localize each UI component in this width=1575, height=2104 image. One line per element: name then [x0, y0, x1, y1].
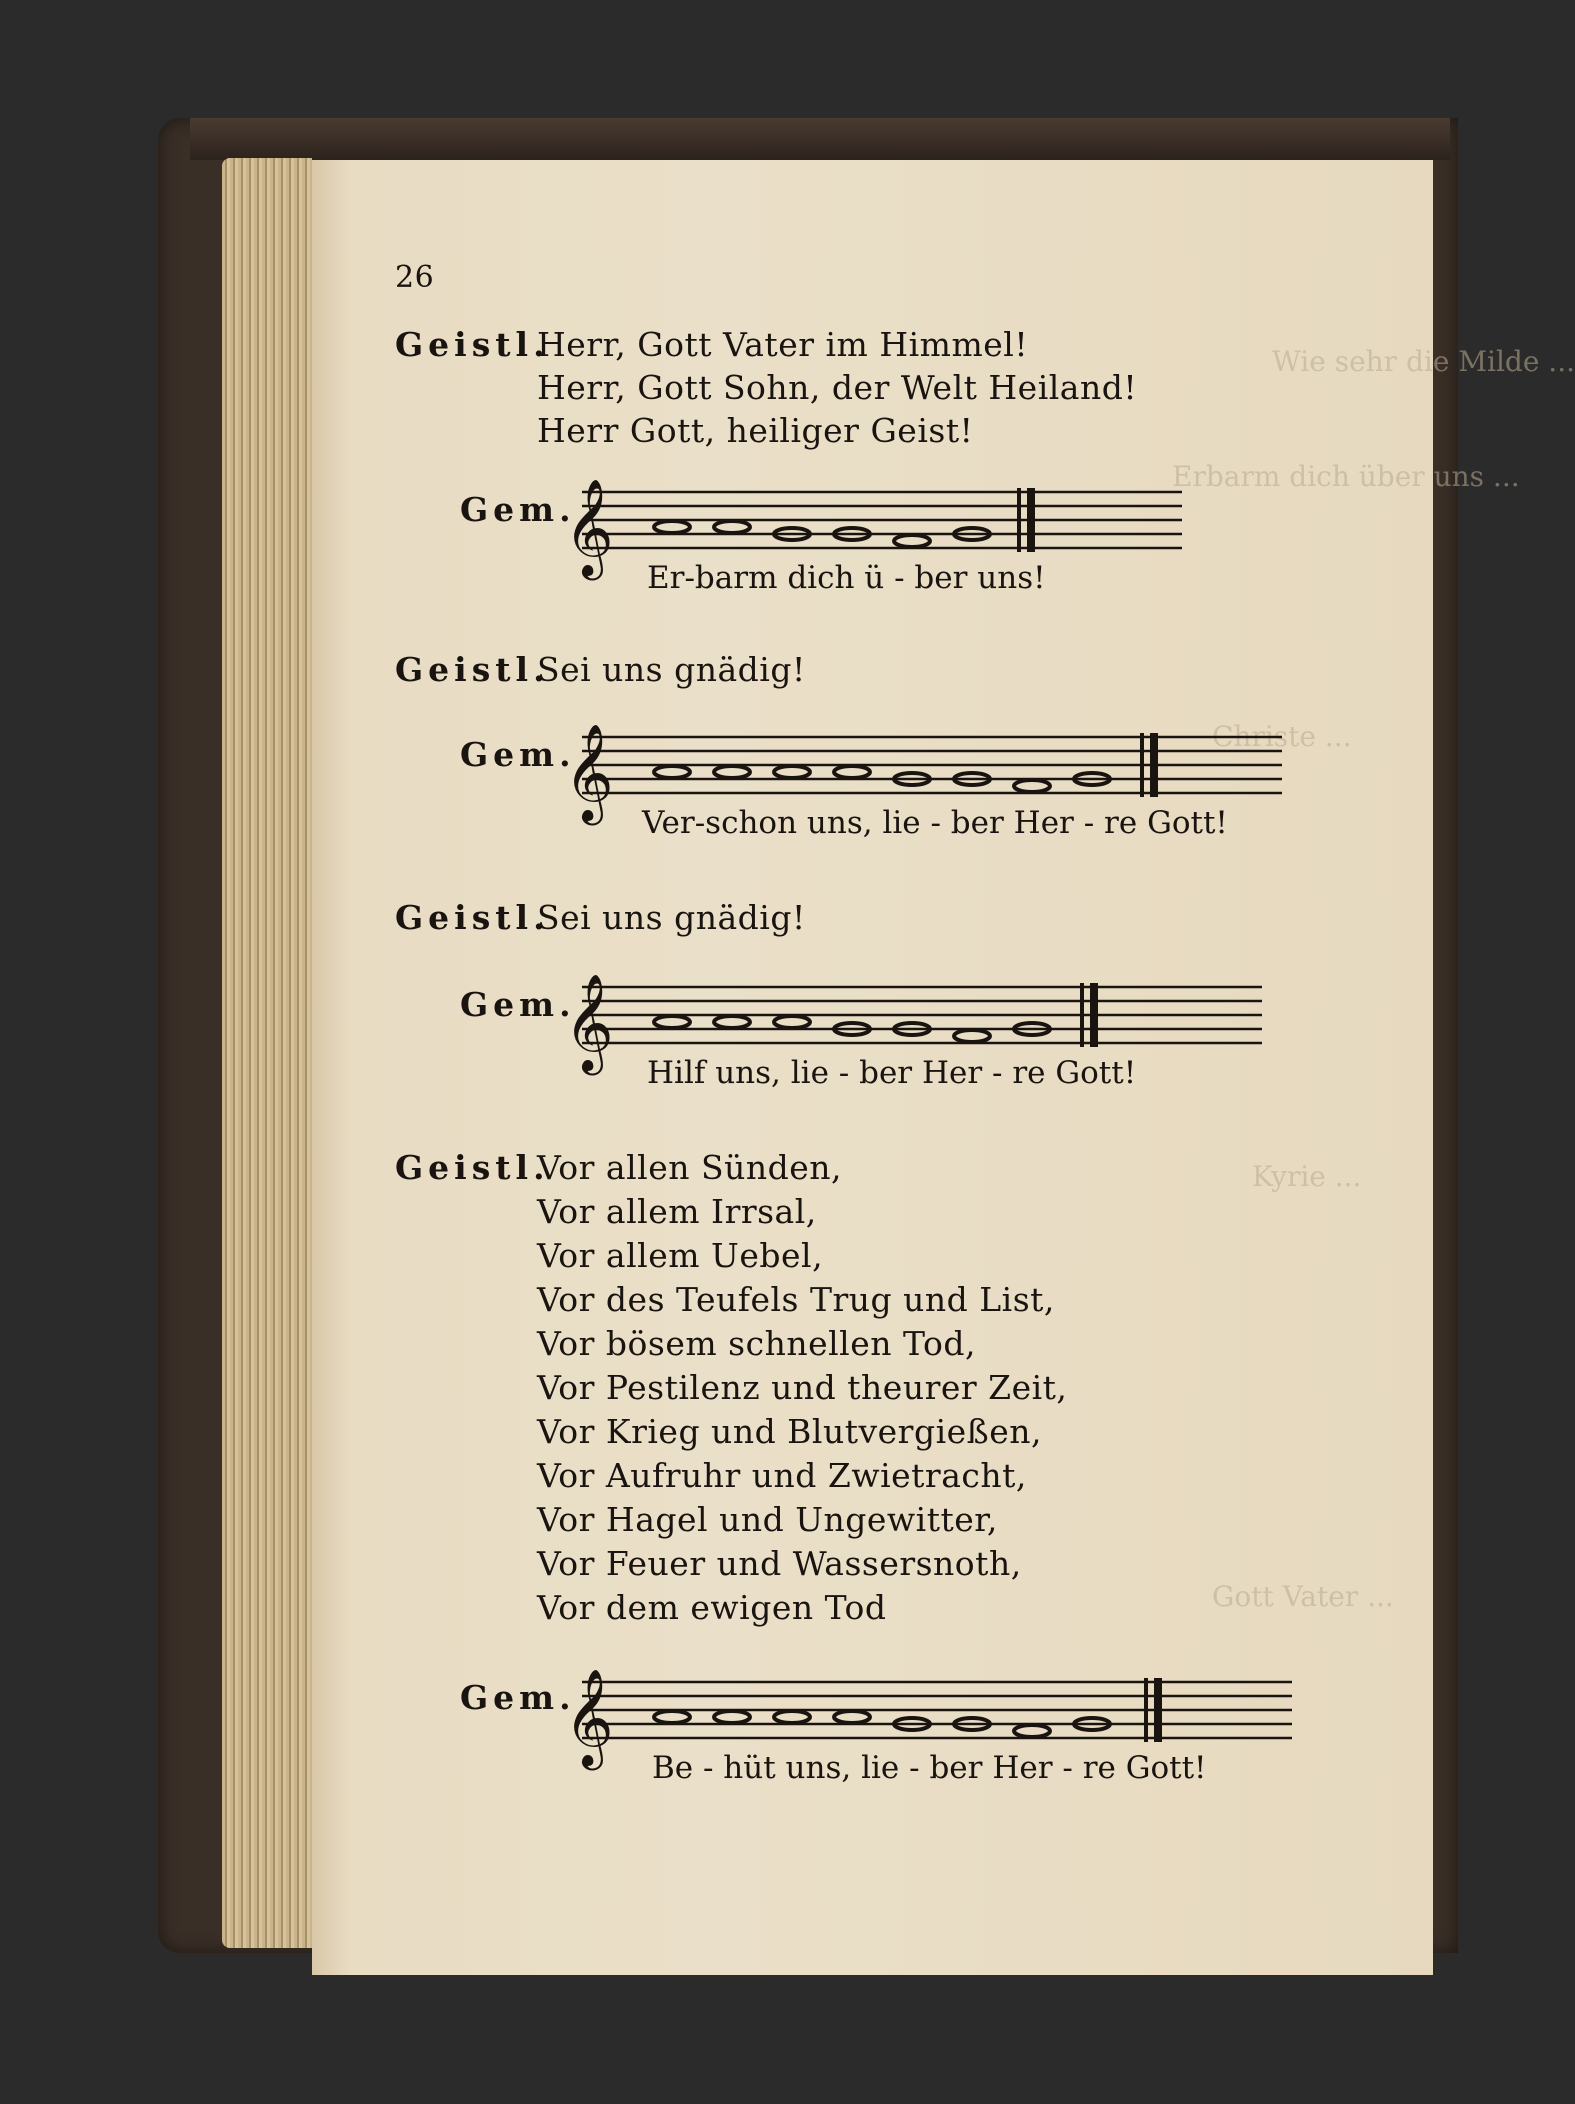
chant-lyric: Ver-schon uns, lie - ber Her - re Gott!: [642, 805, 1228, 841]
text-line: Vor allem Uebel,: [537, 1236, 824, 1275]
svg-text:𝄞: 𝄞: [564, 478, 614, 576]
text-line: Herr, Gott Sohn, der Welt Heiland!: [537, 368, 1138, 407]
speaker-label: Geistl.: [395, 650, 550, 689]
speaker-label: Geistl.: [395, 898, 550, 937]
text-line: Vor Pestilenz und theurer Zeit,: [537, 1368, 1068, 1407]
page-number: 26: [395, 260, 435, 295]
text-line: Vor Krieg und Blutvergießen,: [537, 1412, 1042, 1451]
text-line: Vor Aufruhr und Zwietracht,: [537, 1456, 1027, 1495]
text-line: Vor Hagel und Ungewitter,: [537, 1500, 998, 1539]
page-edges: [222, 158, 312, 1948]
svg-text:𝄞: 𝄞: [564, 1668, 614, 1766]
text-line: Vor allem Irrsal,: [537, 1192, 817, 1231]
speaker-label: Gem.: [460, 735, 576, 774]
text-line: Vor allen Sünden,: [537, 1148, 843, 1187]
svg-text:𝄞: 𝄞: [564, 723, 614, 821]
text-line: Vor Feuer und Wassersnoth,: [537, 1544, 1022, 1583]
svg-text:𝄞: 𝄞: [564, 973, 614, 1071]
text-line: Sei uns gnädig!: [537, 898, 806, 937]
chant-lyric: Be - hüt uns, lie - ber Her - re Gott!: [652, 1750, 1207, 1786]
text-line: Vor bösem schnellen Tod,: [537, 1324, 976, 1363]
text-line: Vor dem ewigen Tod: [537, 1588, 887, 1627]
book-cover-top: [190, 118, 1450, 160]
text-line: Sei uns gnädig!: [537, 650, 806, 689]
speaker-label: Geistl.: [395, 325, 550, 364]
speaker-label: Gem.: [460, 985, 576, 1024]
speaker-label: Gem.: [460, 490, 576, 529]
speaker-label: Gem.: [460, 1678, 576, 1717]
book-page: Wie sehr die Milde ... Erbarm dich über uns ... Christe ... Kyrie ... Gott Vater ... 26 Geistl. Herr, Gott Vater im Himmel! Herr, Gott Sohn, der Welt Heiland! Herr Gott, heiliger Geist! Gem. 𝄞 Er-barm dich ü - ber uns! Geistl. Sei uns gnädig! Gem. 𝄞 Ver-schon uns, lie - ber Her - re Gott! Geistl. Sei uns gnädig! Gem. 𝄞 Hilf uns, lie - ber Her - re Gott! Geistl. Vor allen Sünden, Vor allem Irrsal, Vor allem Uebel, Vor des Teufels Trug und List, Vor bösem schnellen Tod, Vor Pestilenz und theurer Zeit, Vor Krieg und Blutvergießen, Vor Aufruhr und Zwietracht, Vor Hagel und Ungewitter, Vor Feuer und Wassersnoth, Vor dem ewigen Tod Gem. 𝄞 Be - hüt uns, lie - ber Her - re Gott!: [312, 160, 1433, 1975]
text-line: Herr Gott, heiliger Geist!: [537, 411, 974, 450]
chant-lyric: Er-barm dich ü - ber uns!: [647, 560, 1046, 596]
chant-lyric: Hilf uns, lie - ber Her - re Gott!: [647, 1055, 1137, 1091]
text-line: Herr, Gott Vater im Himmel!: [537, 325, 1029, 364]
speaker-label: Geistl.: [395, 1148, 550, 1187]
text-line: Vor des Teufels Trug und List,: [537, 1280, 1055, 1319]
